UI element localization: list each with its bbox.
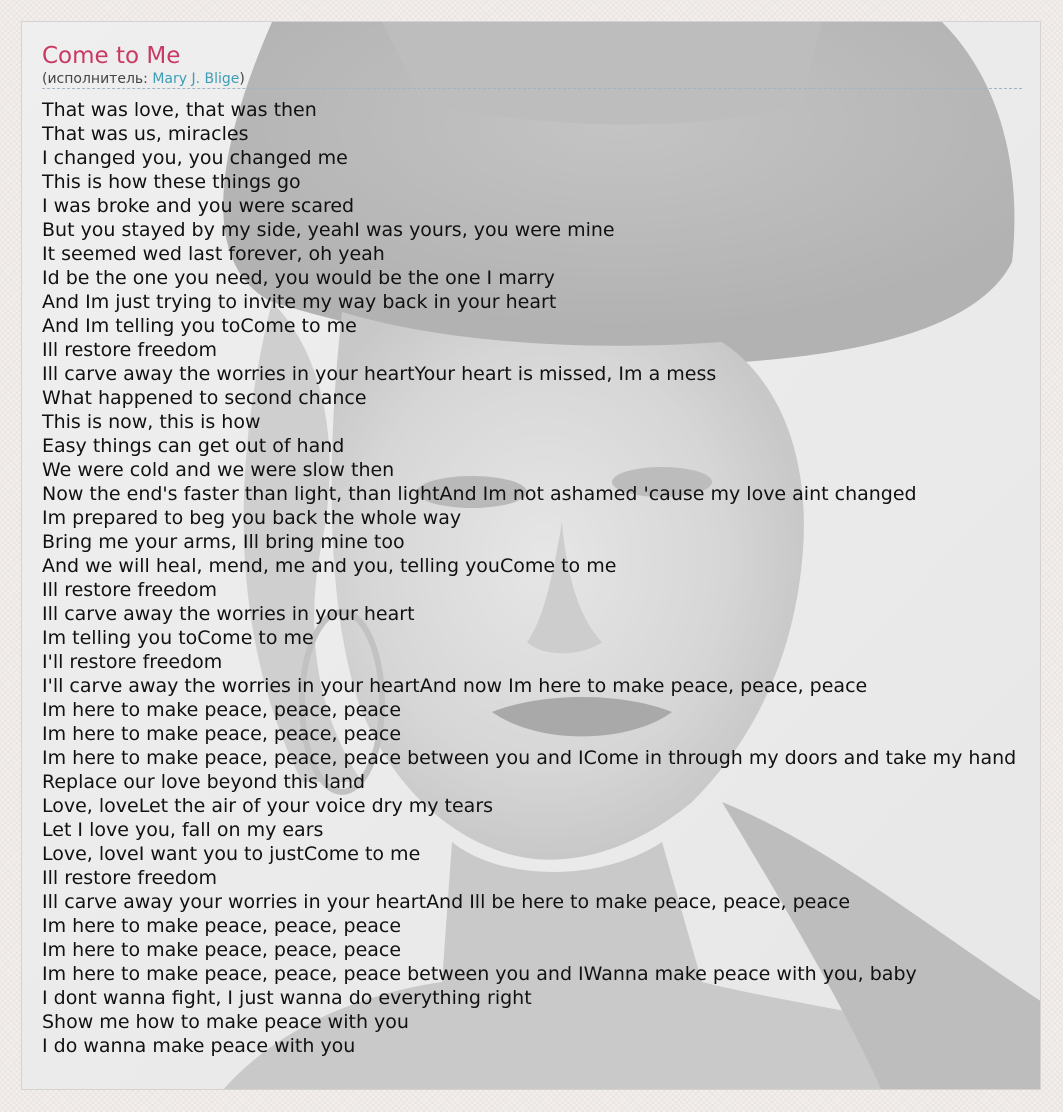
lyric-line: Im here to make peace, peace, peace bbox=[42, 939, 402, 961]
lyric-line: We were cold and we were slow then bbox=[42, 459, 395, 481]
lyrics-card bbox=[21, 21, 1041, 1090]
lyric-line: That was us, miracles bbox=[42, 123, 249, 145]
lyric-line: Replace our love beyond this land bbox=[42, 771, 366, 793]
lyric-line: Im here to make peace, peace, peace between you and IWanna make peace with you, baby bbox=[42, 963, 917, 985]
song-content bbox=[42, 42, 1020, 1058]
lyric-line: Im here to make peace, peace, peace bbox=[42, 915, 402, 937]
lyric-line: That was love, that was then bbox=[42, 99, 317, 121]
lyric-line: Im here to make peace, peace, peace bbox=[42, 723, 402, 745]
lyric-line: Ill carve away the worries in your heart bbox=[42, 603, 415, 625]
lyric-line: I was broke and you were scared bbox=[42, 195, 355, 217]
lyric-line: But you stayed by my side, yeahI was yours, you were mine bbox=[42, 219, 615, 241]
lyrics-text bbox=[42, 98, 1020, 1058]
performer-suffix: ) bbox=[239, 71, 245, 87]
lyric-line: I'll carve away the worries in your heartAnd now Im here to make peace, peace, peace bbox=[42, 675, 868, 697]
lyric-line: This is how these things go bbox=[42, 171, 301, 193]
lyric-line: Love, loveI want you to justCome to me bbox=[42, 843, 421, 865]
lyric-line: Im here to make peace, peace, peace between you and ICome in through my doors and take my hand bbox=[42, 747, 1017, 769]
lyric-line: Im telling you toCome to me bbox=[42, 627, 314, 649]
lyric-line: And we will heal, mend, me and you, telling youCome to me bbox=[42, 555, 617, 577]
lyric-line: Bring me your arms, Ill bring mine too bbox=[42, 531, 405, 553]
lyric-line: Ill restore freedom bbox=[42, 339, 218, 361]
lyric-line: And Im telling you toCome to me bbox=[42, 315, 357, 337]
lyric-line: Show me how to make peace with you bbox=[42, 1011, 409, 1033]
lyric-line: I do wanna make peace with you bbox=[42, 1035, 356, 1057]
performer-line bbox=[42, 70, 1022, 89]
performer-prefix: (исполнитель: bbox=[42, 71, 153, 87]
song-title: Come to Me bbox=[42, 43, 181, 69]
artist-link[interactable]: Mary J. Blige bbox=[152, 71, 240, 87]
lyric-line: It seemed wed last forever, oh yeah bbox=[42, 243, 385, 265]
lyric-line: And Im just trying to invite my way back in your heart bbox=[42, 291, 557, 313]
lyric-line: Im here to make peace, peace, peace bbox=[42, 699, 402, 721]
lyric-line: Love, loveLet the air of your voice dry my tears bbox=[42, 795, 494, 817]
lyric-line: I'll restore freedom bbox=[42, 651, 223, 673]
lyric-line: Ill restore freedom bbox=[42, 867, 218, 889]
lyric-line: Let I love you, fall on my ears bbox=[42, 819, 324, 841]
lyric-line: This is now, this is how bbox=[42, 411, 261, 433]
lyric-line: Now the end's faster than light, than lightAnd Im not ashamed 'cause my love aint changed bbox=[42, 483, 917, 505]
lyric-line: Id be the one you need, you would be the one I marry bbox=[42, 267, 555, 289]
lyric-line: Ill carve away your worries in your heartAnd Ill be here to make peace, peace, peace bbox=[42, 891, 851, 913]
lyric-line: I dont wanna fight, I just wanna do everything right bbox=[42, 987, 532, 1009]
lyric-line: Im prepared to beg you back the whole way bbox=[42, 507, 462, 529]
lyric-line: Ill restore freedom bbox=[42, 579, 218, 601]
lyric-line: Ill carve away the worries in your heartYour heart is missed, Im a mess bbox=[42, 363, 717, 385]
lyric-line: I changed you, you changed me bbox=[42, 147, 348, 169]
lyric-line: Easy things can get out of hand bbox=[42, 435, 345, 457]
lyric-line: What happened to second chance bbox=[42, 387, 367, 409]
